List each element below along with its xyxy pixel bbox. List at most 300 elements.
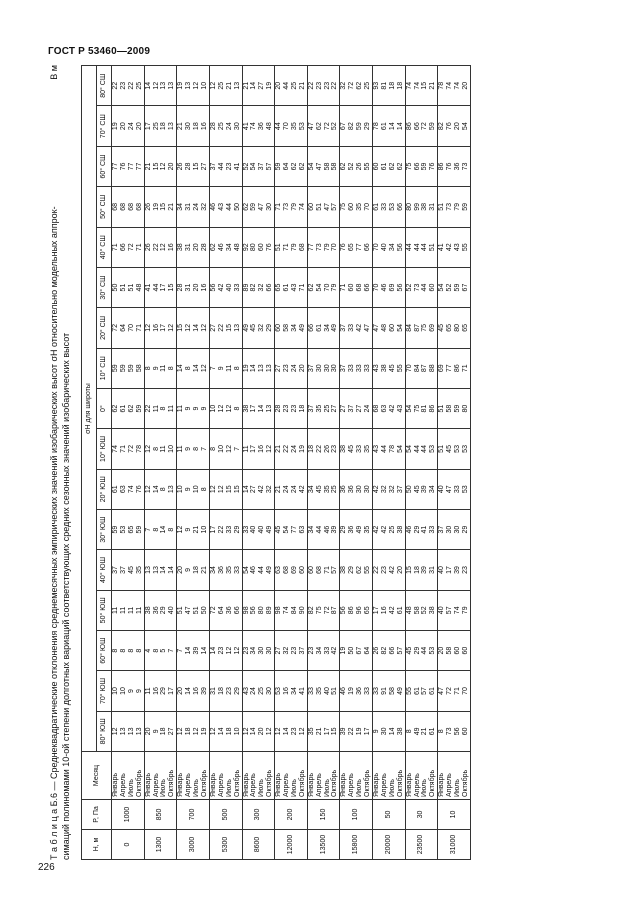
value: 12: [160, 162, 168, 171]
value: 74: [283, 606, 291, 615]
value: 60: [298, 566, 306, 574]
cell-values: [405, 671, 438, 711]
value: 33: [233, 283, 241, 292]
value: 71: [323, 566, 331, 574]
value: 58: [283, 324, 291, 332]
value: 61: [315, 324, 323, 332]
value: 54: [242, 566, 250, 574]
month-label: Октябрь: [266, 769, 274, 797]
value: 73: [315, 243, 323, 252]
cell-values: [144, 429, 177, 469]
value: 49: [413, 727, 421, 736]
col-header-latitude: 60° ЮШ: [97, 630, 112, 670]
value: 91: [380, 687, 388, 695]
value: 71: [135, 324, 143, 332]
cell-values: [307, 146, 340, 186]
value: 42: [373, 485, 380, 494]
value: 8: [112, 648, 119, 653]
cell-values: [209, 308, 242, 348]
value: 14: [144, 81, 152, 90]
value: 58: [323, 162, 331, 171]
cell-values: [242, 429, 275, 469]
col-header-h: H, м: [82, 830, 112, 860]
value: 32: [258, 324, 266, 332]
value: 68: [127, 202, 135, 211]
month-label: Апрель: [315, 773, 323, 797]
value: 62: [290, 162, 298, 171]
value: 41: [242, 122, 250, 131]
value: 66: [413, 162, 421, 171]
cell-values: [144, 630, 177, 670]
cell-values: [242, 509, 275, 549]
value: 59: [421, 162, 429, 171]
value: 25: [323, 404, 331, 413]
value: 57: [396, 646, 404, 655]
value: 34: [177, 202, 185, 211]
value: 42: [331, 646, 339, 655]
value: 50: [233, 202, 241, 211]
value: 9: [127, 689, 135, 693]
value: 42: [217, 283, 225, 292]
value: 13: [119, 727, 127, 736]
value: 36: [356, 687, 364, 695]
cell-values: [275, 469, 308, 509]
value: 89: [266, 606, 274, 615]
cell-pressure: 50: [373, 800, 406, 830]
value: 43: [373, 364, 380, 373]
cell-values: [275, 671, 308, 711]
value: 70: [127, 324, 135, 332]
cell-values: [307, 550, 340, 590]
value: 66: [119, 243, 127, 252]
value: 21: [242, 81, 250, 90]
cell-values: [405, 550, 438, 590]
cell-months: [209, 752, 242, 800]
value: 27: [168, 727, 176, 736]
col-header-latitude: 0°: [97, 388, 112, 428]
value: 23: [323, 81, 331, 90]
value: 35: [356, 202, 364, 211]
table-row: [209, 66, 242, 860]
value: 19: [242, 364, 250, 373]
value: 54: [396, 445, 404, 453]
value: 46: [217, 243, 225, 252]
table-body: [112, 66, 471, 860]
value: 41: [144, 283, 152, 292]
value: 13: [168, 122, 176, 131]
cell-values: [242, 711, 275, 751]
value: 63: [298, 525, 306, 534]
cell-values: [405, 267, 438, 307]
cell-values: [177, 550, 210, 590]
cell-months: [242, 752, 275, 800]
col-header-latitude: 70° СШ: [97, 106, 112, 146]
value: 35: [364, 445, 372, 453]
cell-values: [275, 509, 308, 549]
value: 51: [438, 404, 446, 413]
value: 80: [405, 202, 413, 211]
cell-values: [405, 590, 438, 630]
value: 35: [290, 122, 298, 131]
value: 8: [200, 487, 208, 492]
value: 53: [275, 687, 283, 695]
cell-values: [275, 146, 308, 186]
cell-values: [112, 227, 145, 267]
value: 34: [315, 646, 323, 655]
value: 16: [380, 606, 388, 615]
value: 38: [380, 364, 388, 373]
value: 56: [340, 606, 348, 615]
cell-values: [307, 711, 340, 751]
value: 21: [193, 525, 201, 534]
value: 82: [438, 122, 446, 131]
value: 32: [388, 485, 396, 494]
value: 29: [233, 687, 241, 695]
cell-values: [340, 630, 373, 670]
value: 9: [185, 487, 193, 492]
value: 68: [356, 283, 364, 292]
value: 19: [177, 81, 185, 90]
value: 70: [283, 122, 291, 131]
cell-values: [242, 388, 275, 428]
value: 20: [275, 81, 283, 90]
cell-values: [177, 227, 210, 267]
month-label: Январь: [275, 773, 283, 797]
value: 51: [119, 283, 127, 292]
cell-values: [242, 227, 275, 267]
value: 24: [193, 202, 201, 211]
value: 25: [217, 81, 225, 90]
value: 58: [413, 606, 421, 615]
value: 21: [200, 566, 208, 574]
value: 80: [250, 243, 258, 252]
value: 8: [405, 729, 413, 734]
value: 72: [446, 687, 454, 695]
value: 44: [217, 162, 225, 171]
value: 93: [373, 81, 380, 90]
value: 23: [242, 646, 250, 655]
cell-values: [373, 308, 406, 348]
value: 33: [307, 687, 315, 695]
month-label: Январь: [373, 773, 380, 797]
cell-values: [405, 66, 438, 107]
value: 65: [348, 243, 356, 252]
value: 20: [135, 122, 143, 131]
cell-values: [307, 227, 340, 267]
cell-values: [242, 106, 275, 146]
value: 48: [266, 122, 274, 131]
value: 13: [152, 566, 160, 574]
value: 62: [356, 81, 364, 90]
value: 17: [323, 727, 331, 736]
value: 72: [209, 606, 217, 615]
value: 65: [446, 324, 454, 332]
value: 12: [185, 324, 193, 332]
cell-values: [340, 469, 373, 509]
value: 44: [405, 243, 413, 252]
cell-values: [340, 429, 373, 469]
value: 15: [405, 566, 413, 574]
value: 21: [168, 202, 176, 211]
cell-values: [373, 146, 406, 186]
value: 30: [331, 364, 339, 373]
cell-values: [373, 509, 406, 549]
cell-values: [177, 711, 210, 751]
value: 69: [429, 324, 437, 332]
value: 55: [405, 687, 413, 695]
cell-values: [144, 671, 177, 711]
cell-values: [209, 590, 242, 630]
table-row: [112, 66, 145, 860]
cell-values: [177, 308, 210, 348]
value: 37: [209, 162, 217, 171]
value: 79: [290, 202, 298, 211]
value: 36: [454, 162, 462, 171]
value: 11: [152, 404, 160, 413]
value: 61: [429, 687, 437, 695]
value: 33: [233, 566, 241, 574]
value: 29: [348, 566, 356, 574]
cell-values: [438, 388, 471, 428]
value: 34: [307, 525, 315, 534]
value: 15: [177, 324, 185, 332]
page-number: 226: [38, 862, 55, 873]
value: 39: [331, 525, 339, 534]
value: 24: [290, 445, 298, 453]
value: 42: [298, 485, 306, 494]
cell-values: [340, 671, 373, 711]
cell-values: [144, 711, 177, 751]
value: 40: [380, 243, 388, 252]
value: 82: [348, 122, 356, 131]
value: 12: [225, 445, 233, 453]
value: 37: [258, 162, 266, 171]
value: 46: [323, 525, 331, 534]
value: 11: [144, 687, 152, 695]
value: 36: [258, 122, 266, 131]
value: 89: [242, 283, 250, 292]
value: 42: [258, 485, 266, 494]
value: 34: [307, 485, 315, 494]
value: 47: [315, 162, 323, 171]
value: 11: [135, 606, 143, 614]
value: 22: [307, 81, 315, 90]
value: 22: [144, 404, 152, 413]
cell-values: [144, 469, 177, 509]
value: 70: [323, 283, 331, 292]
value: 48: [135, 283, 143, 292]
value: 24: [283, 485, 291, 494]
month-label: Октябрь: [331, 769, 339, 797]
cell-values: [209, 711, 242, 751]
cell-pressure: 150: [307, 800, 340, 830]
value: 37: [307, 364, 315, 373]
month-label: Октябрь: [429, 769, 437, 797]
value: 18: [307, 445, 315, 453]
value: 20: [258, 727, 266, 736]
value: 38: [396, 525, 404, 534]
value: 86: [405, 122, 413, 131]
value: 71: [119, 445, 127, 453]
value: 34: [290, 324, 298, 332]
cell-values: [209, 146, 242, 186]
cell-values: [209, 429, 242, 469]
table-row: [242, 66, 275, 860]
value: 23: [225, 162, 233, 171]
value: 54: [315, 283, 323, 292]
value: 24: [290, 364, 298, 373]
value: 35: [225, 566, 233, 574]
value: 13: [233, 81, 241, 90]
value: 24: [290, 485, 298, 494]
value: 41: [438, 243, 446, 252]
value: 39: [340, 727, 348, 736]
value: 79: [454, 202, 462, 211]
value: 17: [168, 687, 176, 695]
col-header-latitude: 50° СШ: [97, 187, 112, 227]
value: 7: [168, 648, 176, 653]
value: 20: [461, 81, 469, 90]
month-label: Июль: [225, 779, 233, 797]
cell-values: [405, 388, 438, 428]
value: 30: [266, 687, 274, 695]
value: 79: [461, 606, 469, 615]
value: 82: [250, 283, 258, 292]
value: 41: [421, 525, 429, 534]
value: 29: [364, 122, 372, 131]
value: 87: [421, 364, 429, 373]
cell-values: [112, 630, 145, 670]
value: 42: [373, 525, 380, 534]
value: 38: [340, 445, 348, 453]
value: 14: [160, 525, 168, 534]
value: 61: [283, 283, 291, 292]
value: 42: [446, 243, 454, 252]
value: 8: [233, 406, 241, 411]
value: 30: [233, 122, 241, 131]
value: 58: [388, 687, 396, 695]
cell-values: [307, 630, 340, 670]
value: 23: [290, 404, 298, 413]
cell-values: [177, 429, 210, 469]
value: 74: [112, 445, 119, 453]
col-header-p: P, Па: [82, 800, 112, 830]
value: 53: [388, 202, 396, 211]
value: 51: [177, 606, 185, 615]
value: 87: [413, 324, 421, 332]
value: 45: [413, 485, 421, 494]
caption-line-1: Т а б л и ц а Б.6 — Среднеквадратические отклонения среднемесячных эмпирических значений изобарических высот σH относительно модельных аппрок-: [49, 206, 59, 860]
value: 14: [388, 727, 396, 736]
value: 59: [356, 122, 364, 131]
value: 79: [323, 243, 331, 252]
value: 37: [112, 566, 119, 574]
value: 35: [315, 404, 323, 413]
value: 23: [290, 646, 298, 655]
value: 13: [168, 81, 176, 90]
cell-values: [209, 227, 242, 267]
month-label: Октябрь: [168, 769, 176, 797]
value: 35: [364, 525, 372, 534]
value: 48: [405, 606, 413, 615]
cell-values: [405, 308, 438, 348]
cell-values: [112, 711, 145, 751]
cell-values: [373, 267, 406, 307]
value: 30: [446, 525, 454, 534]
value: 68: [283, 566, 291, 574]
value: 56: [454, 727, 462, 736]
value: 49: [266, 566, 274, 574]
value: 13: [185, 81, 193, 90]
value: 30: [315, 364, 323, 373]
value: 11: [119, 606, 127, 614]
value: 86: [438, 162, 446, 171]
cell-values: [373, 187, 406, 227]
value: 54: [250, 162, 258, 171]
value: 77: [446, 364, 454, 373]
month-label: Январь: [405, 773, 413, 797]
cell-months: [438, 752, 471, 800]
value: 39: [200, 687, 208, 695]
cell-values: [405, 146, 438, 186]
value: 38: [429, 606, 437, 615]
value: 52: [446, 283, 454, 292]
value: 27: [200, 162, 208, 171]
cell-values: [307, 106, 340, 146]
value: 45: [388, 364, 396, 373]
month-label: Апрель: [250, 773, 258, 797]
value: 34: [323, 324, 331, 332]
value: 37: [307, 404, 315, 413]
value: 46: [405, 525, 413, 534]
value: 61: [413, 687, 421, 695]
value: 43: [396, 404, 404, 413]
value: 50: [112, 283, 119, 292]
value: 10: [217, 445, 225, 453]
month-label: Июль: [454, 779, 462, 797]
value: 69: [438, 364, 446, 373]
value: 12: [225, 404, 233, 413]
value: 66: [396, 202, 404, 211]
value: 66: [233, 606, 241, 615]
cell-values: [438, 711, 471, 751]
value: 16: [168, 243, 176, 252]
cell-values: [144, 590, 177, 630]
value: 29: [233, 525, 241, 534]
cell-values: [242, 187, 275, 227]
value: 25: [331, 485, 339, 494]
value: 36: [348, 525, 356, 534]
value: 40: [438, 485, 446, 494]
value: 14: [396, 122, 404, 131]
value: 42: [388, 404, 396, 413]
value: 41: [233, 162, 241, 171]
value: 66: [388, 646, 396, 655]
value: 44: [152, 283, 160, 292]
value: 26: [373, 646, 380, 655]
value: 21: [177, 122, 185, 131]
value: 19: [298, 445, 306, 453]
value: 11: [242, 445, 250, 453]
value: 51: [429, 243, 437, 252]
value: 61: [429, 727, 437, 736]
value: 76: [135, 485, 143, 494]
value: 22: [217, 324, 225, 332]
cell-values: [144, 187, 177, 227]
value: 57: [421, 687, 429, 695]
cell-values: [112, 550, 145, 590]
month-label: Апрель: [152, 773, 160, 797]
